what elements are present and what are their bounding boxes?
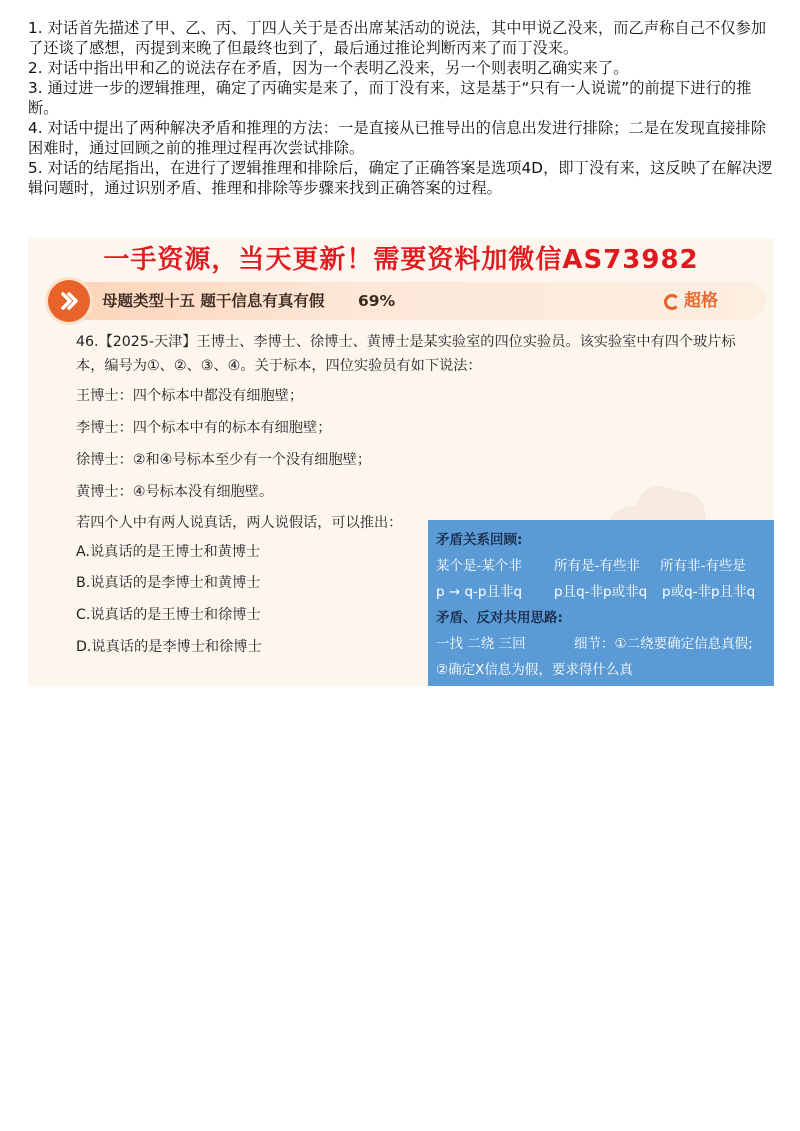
- statement-xu: 徐博士：②和④号标本至少有一个没有细胞壁；: [76, 452, 372, 468]
- tip-cell: 所有是-有些非: [554, 558, 640, 574]
- summary-point-2: 2. 对话中指出甲和乙的说法存在矛盾，因为一个表明乙没来，另一个则表明乙确实来了。: [28, 59, 629, 77]
- tip-row-detail: ②确定X信息为假，要求得什么真: [436, 662, 633, 678]
- tip-cell: p → q-p且非q: [436, 584, 523, 600]
- brand-name: 超格: [684, 291, 718, 311]
- summary-point-5: 5. 对话的结尾指出，在进行了逻辑推理和排除后，确定了正确答案是选项4D，即丁没有来，这反映了在解决逻辑问题时，通过识别矛盾、推理和排除等步骤来找到正确答案的过程。: [28, 159, 773, 197]
- lesson-slide: [28, 238, 774, 686]
- tip-title-method: 矛盾、反对共用思路:: [436, 610, 563, 626]
- brand-g-icon: [664, 294, 680, 310]
- promo-banner: 一手资源，当天更新！需要资料加微信AS73982: [103, 245, 699, 275]
- option-a: A.说真话的是王博士和黄博士: [76, 544, 261, 560]
- chevron-right-icon: [48, 280, 90, 322]
- brand-logo: [664, 286, 718, 316]
- tip-cell: 一找 二绕 三回: [436, 636, 526, 652]
- statement-li: 李博士：四个标本中有的标本有细胞壁；: [76, 420, 332, 436]
- statement-huang: 黄博士：④号标本没有细胞壁。: [76, 484, 274, 500]
- tip-cell: 某个是-某个非: [436, 558, 522, 574]
- statement-wang: 王博士：四个标本中都没有细胞壁；: [76, 388, 304, 404]
- option-c: C.说真话的是王博士和徐博士: [76, 607, 261, 623]
- option-b: B.说真话的是李博士和黄博士: [76, 575, 261, 591]
- tip-cell: 细节：①二绕要确定信息真假;: [574, 636, 753, 652]
- summary-text: [28, 18, 776, 198]
- question-prompt: 若四个人中有两人说真话，两人说假话，可以推出：: [76, 515, 403, 531]
- section-percent: 69%: [358, 292, 396, 310]
- summary-point-1: 1. 对话首先描述了甲、乙、丙、丁四人关于是否出席某活动的说法，其中甲说乙没来，而乙声称自己不仅参加了还谈了感想，丙提到来晚了但最终也到了，最后通过推论判断丙来了而丁没来。: [28, 19, 767, 57]
- question-stem: 46.【2025-天津】王博士、李博士、徐博士、黄博士是某实验室的四位实验员。该实验室中有四个玻片标本，编号为①、②、③、④。关于标本，四位实验员有如下说法：: [76, 334, 736, 374]
- tip-title-contradiction: 矛盾关系回顾:: [436, 532, 523, 548]
- option-d: D.说真话的是李博士和徐博士: [76, 639, 262, 655]
- tip-cell: p或q-非p且非q: [662, 584, 756, 600]
- summary-point-3: 3. 通过进一步的逻辑推理，确定了丙确实是来了，而丁没有来，这是基于“只有一人说谎”的前提下进行的推断。: [28, 79, 752, 117]
- tip-cell: 所有非-有些是: [660, 558, 746, 574]
- summary-point-4: 4. 对话中提出了两种解决矛盾和推理的方法：一是直接从已推导出的信息出发进行排除；二是在发现直接排除困难时，通过回顾之前的推理过程再次尝试排除。: [28, 119, 767, 157]
- tip-box: [428, 520, 774, 686]
- section-title: 母题类型十五 题干信息有真有假: [102, 292, 325, 310]
- tip-cell: p且q-非p或非q: [554, 584, 648, 600]
